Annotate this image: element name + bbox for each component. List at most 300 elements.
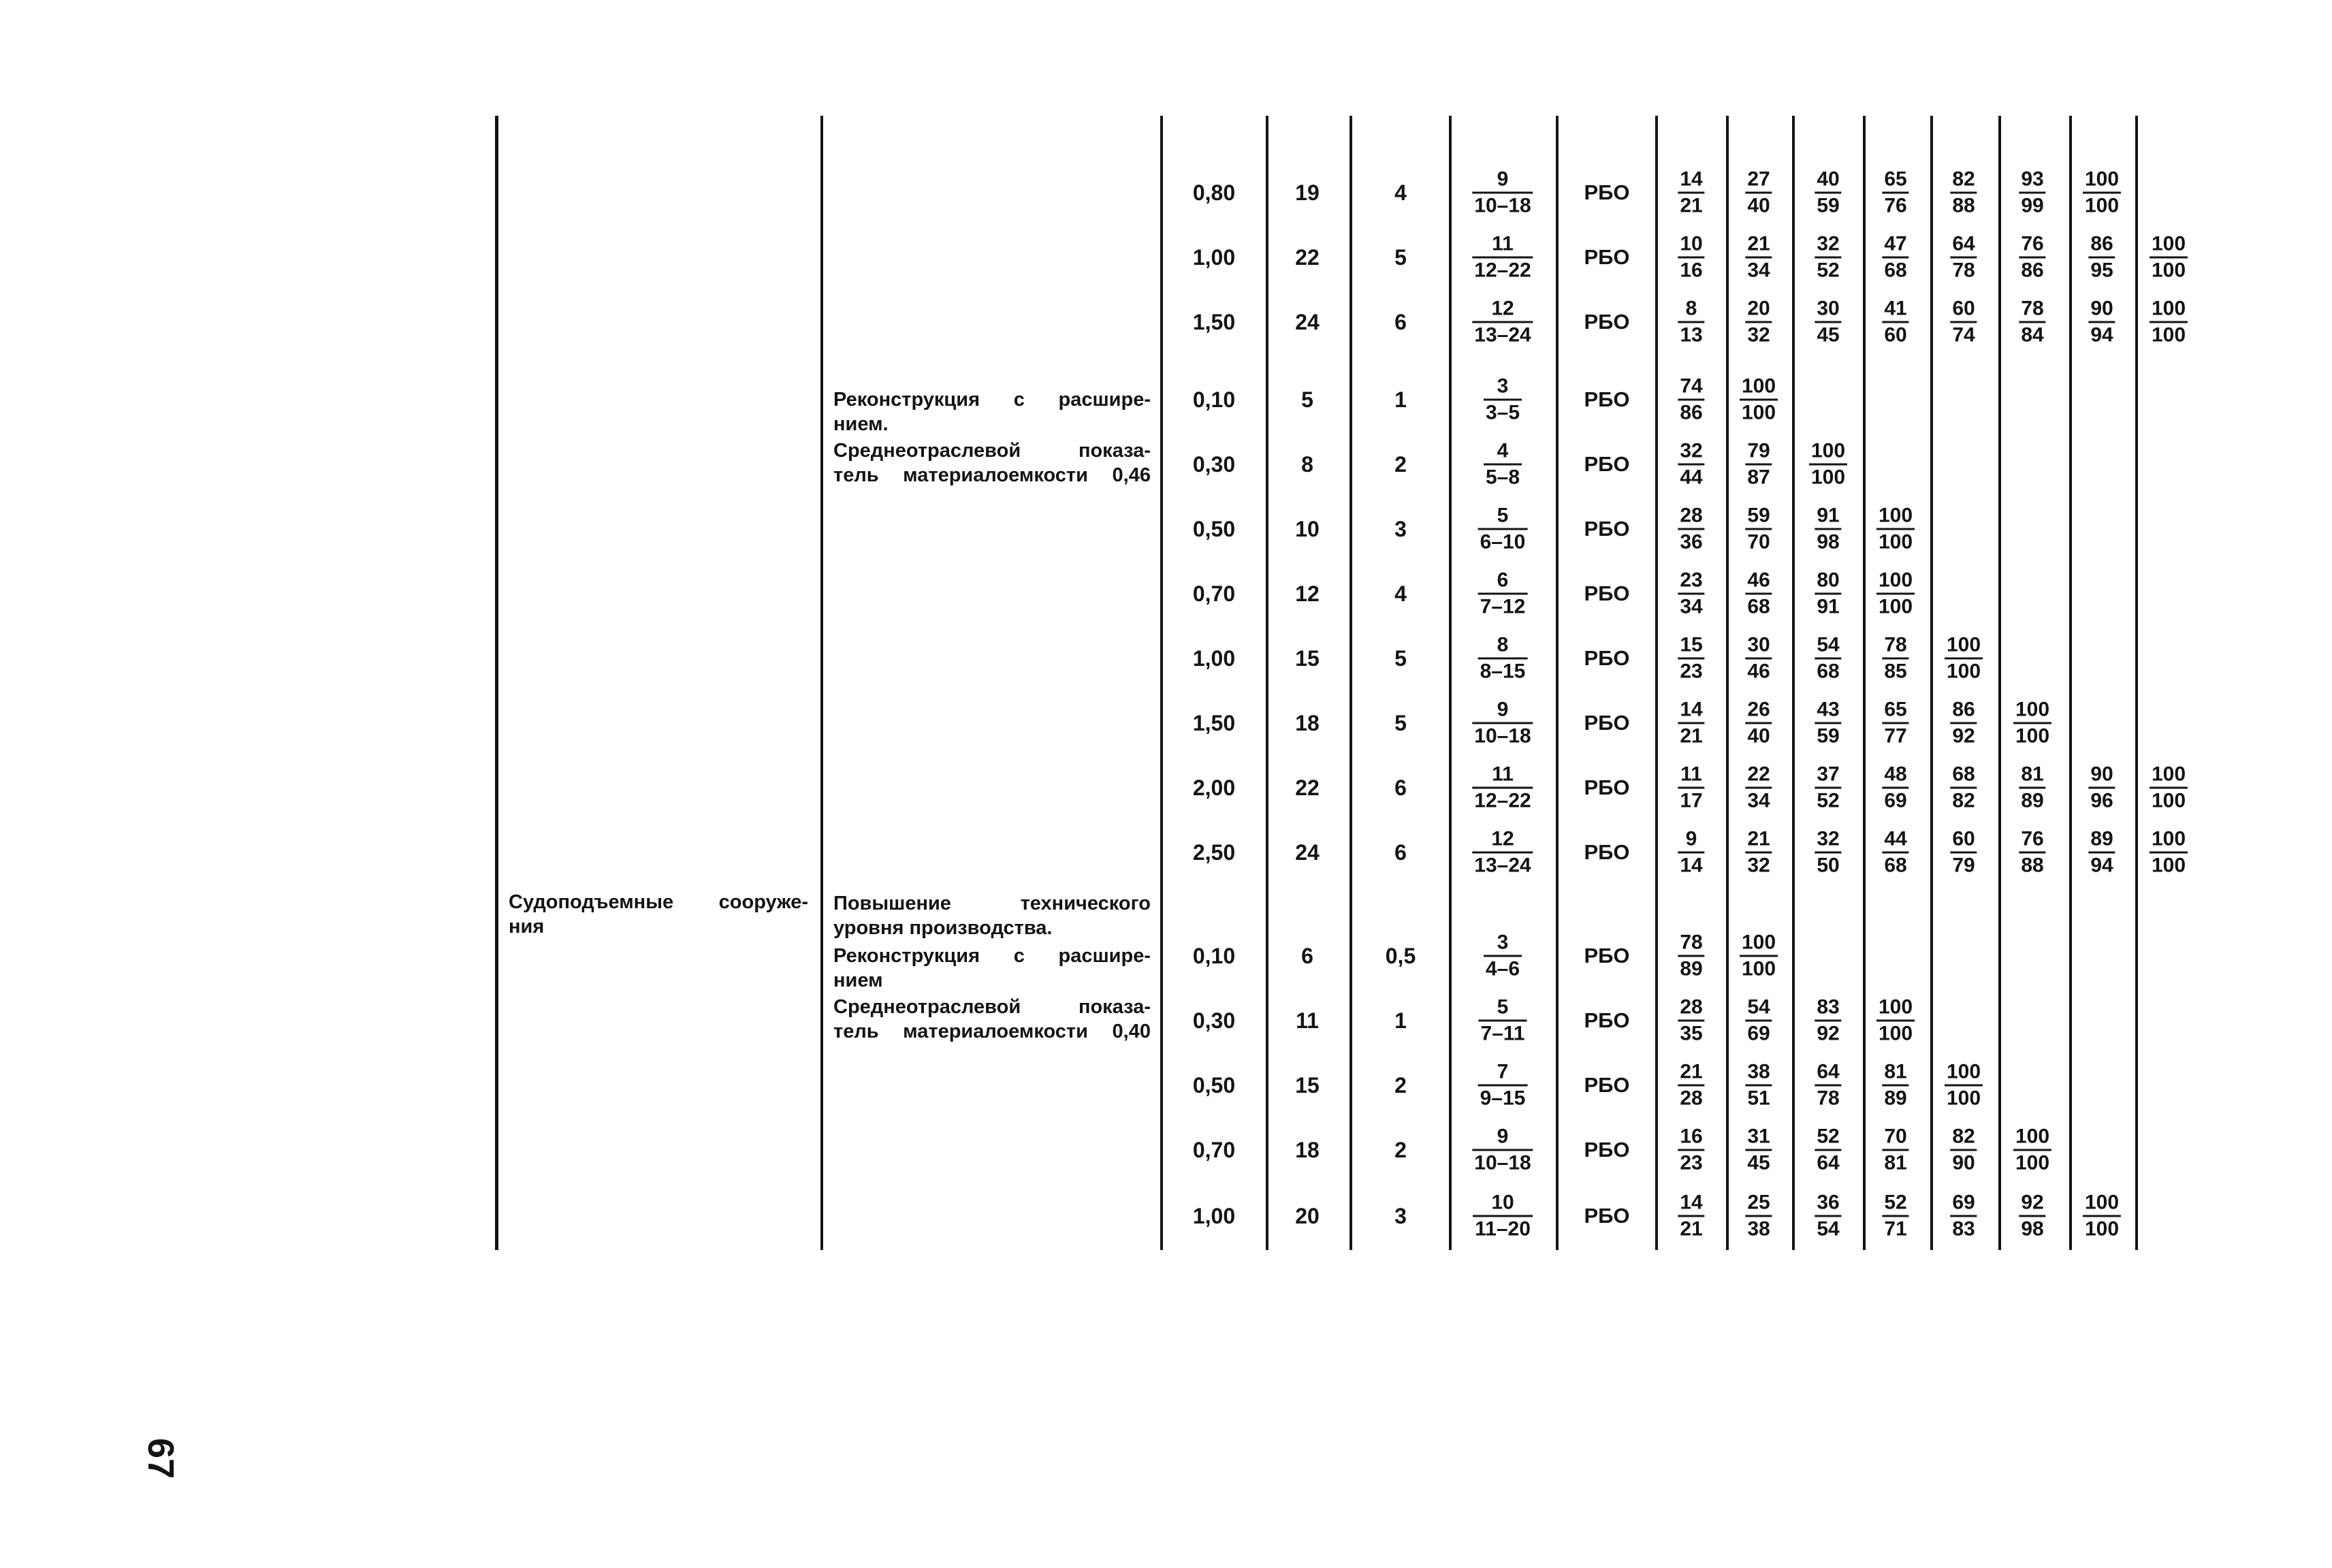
numerator: 59 (1745, 504, 1772, 530)
ratio-fraction (1815, 297, 1841, 348)
numerator: 48 (1882, 763, 1908, 789)
denominator: 16 (1680, 259, 1703, 282)
column-rule (1556, 116, 1559, 1250)
ratio-fraction (1678, 1060, 1704, 1111)
range-fraction (1472, 1125, 1533, 1176)
value-cell: 6 (1301, 944, 1313, 968)
ratio-fraction (1745, 633, 1772, 684)
ratio-fraction (2019, 232, 2045, 283)
denominator: 38 (1747, 1217, 1770, 1241)
index-cell: 1 (1394, 387, 1407, 412)
coefficient-cell: 0,10 (1192, 387, 1236, 412)
coefficient-cell: 0,80 (1192, 180, 1236, 205)
coefficient-cell: 1,50 (1192, 310, 1236, 334)
denominator: 94 (2090, 854, 2113, 877)
numerator: 12 (1472, 297, 1533, 323)
denominator: 95 (2090, 259, 2113, 282)
numerator: 65 (1882, 698, 1908, 724)
numerator: 9 (1678, 827, 1704, 854)
numerator: 100 (1740, 374, 1778, 401)
ratio-fraction (1876, 995, 1915, 1046)
denominator: 96 (2090, 789, 2113, 812)
denominator: 89 (2021, 789, 2044, 812)
code-cell: РБО (1584, 1204, 1630, 1228)
denominator: 10–18 (1474, 724, 1531, 748)
denominator: 52 (1817, 789, 1840, 812)
denominator: 85 (1884, 660, 1907, 683)
numerator: 9 (1472, 698, 1533, 724)
range-fraction (1472, 167, 1533, 219)
denominator: 79 (1952, 854, 1975, 877)
denominator: 100 (1946, 660, 1981, 683)
range-fraction (1472, 698, 1533, 749)
denominator: 52 (1817, 259, 1840, 282)
denominator: 86 (2021, 259, 2044, 282)
ratio-fraction (2013, 698, 2051, 749)
ratio-fraction (2019, 763, 2045, 814)
numerator: 9 (1472, 1125, 1533, 1151)
column-rule (1160, 116, 1163, 1250)
numerator: 23 (1678, 569, 1704, 595)
range-fraction (1473, 1191, 1533, 1242)
denominator: 12–22 (1474, 789, 1531, 812)
ratio-fraction (1815, 995, 1841, 1046)
denominator: 90 (1952, 1151, 1975, 1174)
ratio-fraction (1882, 827, 1908, 878)
numerator: 83 (1815, 995, 1841, 1022)
numerator: 92 (2019, 1191, 2045, 1217)
denominator: 100 (1741, 957, 1776, 980)
numerator: 69 (1950, 1191, 1977, 1217)
numerator: 21 (1745, 232, 1772, 259)
denominator: 34 (1747, 789, 1770, 812)
description-line: нием. (833, 413, 889, 435)
code-cell: РБО (1584, 775, 1630, 799)
category-line: Судоподъемные сооруже- (509, 891, 808, 913)
ratio-fraction (1882, 1191, 1908, 1242)
column-rule (1349, 116, 1352, 1250)
index-cell: 6 (1394, 310, 1407, 334)
numerator: 90 (2088, 297, 2115, 323)
numerator: 5 (1478, 504, 1528, 530)
coefficient-cell: 0,70 (1192, 581, 1236, 606)
numerator: 100 (1945, 1060, 1983, 1087)
code-cell: РБО (1584, 646, 1630, 670)
denominator: 100 (1946, 1087, 1981, 1110)
denominator: 60 (1884, 323, 1907, 347)
column-rule (2135, 116, 2138, 1250)
denominator: 6–10 (1480, 530, 1526, 554)
ratio-fraction (1882, 633, 1908, 684)
ratio-fraction (1815, 698, 1841, 749)
numerator: 28 (1678, 504, 1704, 530)
description-line: тель материалоемкости 0,46 (833, 464, 1151, 486)
numerator: 16 (1678, 1125, 1704, 1151)
ratio-fraction (1882, 167, 1908, 219)
denominator: 3–5 (1485, 401, 1520, 424)
denominator: 5–8 (1485, 466, 1520, 489)
denominator: 100 (2151, 323, 2186, 347)
code-cell: РБО (1584, 1008, 1630, 1032)
description-line: тель материалоемкости 0,40 (833, 1021, 1151, 1042)
range-fraction (1472, 232, 1533, 283)
ratio-fraction (2150, 232, 2188, 283)
numerator: 6 (1478, 569, 1528, 595)
numerator: 64 (1950, 232, 1977, 259)
ratio-fraction (1815, 1060, 1841, 1111)
denominator: 74 (1952, 323, 1975, 347)
ratio-fraction (1678, 827, 1704, 878)
denominator: 23 (1680, 660, 1703, 683)
coefficient-cell: 0,70 (1192, 1138, 1236, 1162)
index-cell: 4 (1394, 180, 1407, 205)
denominator: 99 (2021, 194, 2044, 217)
denominator: 10–18 (1474, 194, 1531, 217)
numerator: 31 (1745, 1125, 1772, 1151)
column-rule (1998, 116, 2001, 1250)
denominator: 68 (1884, 854, 1907, 877)
ratio-fraction (1745, 763, 1772, 814)
ratio-fraction (1882, 232, 1908, 283)
value-cell: 24 (1295, 840, 1320, 865)
numerator: 14 (1678, 1191, 1704, 1217)
ratio-fraction (1678, 931, 1704, 982)
denominator: 71 (1884, 1217, 1907, 1241)
ratio-fraction (1678, 698, 1704, 749)
numerator: 52 (1815, 1125, 1841, 1151)
numerator: 78 (1882, 633, 1908, 660)
numerator: 28 (1678, 995, 1704, 1022)
denominator: 45 (1817, 323, 1840, 347)
index-cell: 2 (1394, 1073, 1407, 1098)
ratio-fraction (1745, 297, 1772, 348)
denominator: 34 (1747, 259, 1770, 282)
index-cell: 5 (1394, 245, 1407, 270)
numerator: 79 (1745, 439, 1772, 466)
ratio-fraction (2019, 1191, 2045, 1242)
code-cell: РБО (1584, 581, 1630, 605)
ratio-fraction (1945, 1060, 1983, 1111)
denominator: 59 (1817, 194, 1840, 217)
description-line: Реконструкция с расшире- (833, 389, 1151, 411)
numerator: 68 (1950, 763, 1977, 789)
coefficient-cell: 2,00 (1192, 775, 1236, 800)
ratio-fraction (2088, 827, 2115, 878)
numerator: 8 (1478, 633, 1528, 660)
numerator: 10 (1473, 1191, 1533, 1217)
denominator: 98 (2021, 1217, 2044, 1241)
ratio-fraction (1815, 504, 1841, 555)
numerator: 91 (1815, 504, 1841, 530)
numerator: 11 (1472, 763, 1533, 789)
denominator: 100 (2084, 1217, 2120, 1241)
numerator: 76 (2019, 827, 2045, 854)
value-cell: 20 (1295, 1204, 1320, 1228)
code-cell: РБО (1584, 517, 1630, 541)
numerator: 100 (2013, 1125, 2051, 1151)
numerator: 41 (1882, 297, 1908, 323)
coefficient-cell: 0,10 (1192, 944, 1236, 968)
denominator: 78 (1817, 1087, 1840, 1110)
numerator: 20 (1745, 297, 1772, 323)
denominator: 44 (1680, 466, 1703, 489)
ratio-fraction (1745, 439, 1772, 490)
ratio-fraction (1678, 1191, 1704, 1242)
denominator: 78 (1952, 259, 1975, 282)
index-cell: 3 (1394, 1204, 1407, 1228)
ratio-fraction (1745, 827, 1772, 878)
numerator: 74 (1678, 374, 1704, 401)
ratio-fraction (1678, 763, 1704, 814)
value-cell: 19 (1295, 180, 1320, 205)
ratio-fraction (2088, 297, 2115, 348)
denominator: 13–24 (1474, 854, 1531, 877)
ratio-fraction (1745, 1191, 1772, 1242)
numerator: 30 (1815, 297, 1841, 323)
ratio-fraction (1678, 995, 1704, 1046)
denominator: 83 (1952, 1217, 1975, 1241)
numerator: 11 (1678, 763, 1704, 789)
column-rule (1449, 116, 1452, 1250)
range-fraction (1472, 763, 1533, 814)
value-cell: 22 (1295, 245, 1320, 270)
numerator: 4 (1484, 439, 1522, 466)
ratio-fraction (1745, 232, 1772, 283)
denominator: 9–15 (1480, 1087, 1526, 1110)
denominator: 64 (1817, 1151, 1840, 1174)
ratio-fraction (1678, 569, 1704, 620)
numerator: 27 (1745, 167, 1772, 194)
value-cell: 18 (1295, 1138, 1320, 1162)
ratio-fraction (2083, 167, 2121, 219)
denominator: 100 (2084, 194, 2120, 217)
denominator: 14 (1680, 854, 1703, 877)
numerator: 3 (1484, 931, 1522, 957)
denominator: 17 (1680, 789, 1703, 812)
ratio-fraction (1745, 995, 1772, 1046)
code-cell: РБО (1584, 387, 1630, 411)
code-cell: РБО (1584, 1138, 1630, 1162)
numerator: 47 (1882, 232, 1908, 259)
ratio-fraction (1678, 374, 1704, 426)
numerator: 40 (1815, 167, 1841, 194)
denominator: 91 (1817, 595, 1840, 618)
index-cell: 2 (1394, 1138, 1407, 1162)
ratio-fraction (1678, 167, 1704, 219)
denominator: 68 (1817, 660, 1840, 683)
ratio-fraction (1950, 232, 1977, 283)
denominator: 40 (1747, 724, 1770, 748)
denominator: 77 (1884, 724, 1907, 748)
ratio-fraction (1745, 1060, 1772, 1111)
denominator: 100 (2015, 1151, 2050, 1174)
numerator: 81 (1882, 1060, 1908, 1087)
value-cell: 11 (1296, 1008, 1319, 1033)
ratio-fraction (1945, 633, 1983, 684)
denominator: 13 (1680, 323, 1703, 347)
value-cell: 10 (1295, 517, 1320, 541)
numerator: 21 (1745, 827, 1772, 854)
denominator: 84 (2021, 323, 2044, 347)
numerator: 86 (2088, 232, 2115, 259)
numerator: 38 (1745, 1060, 1772, 1087)
denominator: 59 (1817, 724, 1840, 748)
denominator: 69 (1747, 1022, 1770, 1045)
page-number: 67 (140, 1437, 181, 1479)
ratio-fraction (2088, 232, 2115, 283)
ratio-fraction (1815, 1125, 1841, 1176)
numerator: 22 (1745, 763, 1772, 789)
ratio-fraction (1950, 763, 1977, 814)
numerator: 100 (2083, 1191, 2121, 1217)
ratio-fraction (1815, 633, 1841, 684)
index-cell: 3 (1394, 517, 1407, 541)
description-line: Среднеотраслевой показа- (833, 440, 1151, 462)
numerator: 100 (2150, 763, 2188, 789)
ratio-fraction (1678, 633, 1704, 684)
code-cell: РБО (1584, 840, 1630, 864)
denominator: 4–6 (1485, 957, 1520, 980)
numerator: 100 (1740, 931, 1778, 957)
code-cell: РБО (1584, 944, 1630, 967)
numerator: 43 (1815, 698, 1841, 724)
coefficient-cell: 0,30 (1192, 452, 1236, 477)
index-cell: 6 (1394, 775, 1407, 800)
coefficient-cell: 1,00 (1192, 1204, 1236, 1228)
denominator: 35 (1680, 1022, 1703, 1045)
numerator: 10 (1678, 232, 1704, 259)
denominator: 7–12 (1480, 595, 1526, 618)
denominator: 36 (1680, 530, 1703, 554)
ratio-fraction (1882, 297, 1908, 348)
numerator: 54 (1745, 995, 1772, 1022)
range-fraction (1478, 569, 1528, 620)
denominator: 21 (1680, 724, 1703, 748)
description-line: Повышение технического (833, 893, 1151, 914)
numerator: 36 (1815, 1191, 1841, 1217)
numerator: 11 (1472, 232, 1533, 259)
denominator: 100 (1810, 466, 1846, 489)
denominator: 89 (1884, 1087, 1907, 1110)
value-cell: 8 (1301, 452, 1313, 477)
ratio-fraction (1950, 698, 1977, 749)
denominator: 11–20 (1475, 1217, 1531, 1241)
ratio-fraction (2019, 297, 2045, 348)
denominator: 100 (2151, 259, 2186, 282)
description-block (833, 387, 1151, 487)
numerator: 46 (1745, 569, 1772, 595)
denominator: 21 (1680, 1217, 1703, 1241)
denominator: 100 (2015, 724, 2050, 748)
denominator: 100 (2151, 789, 2186, 812)
ratio-fraction (1815, 763, 1841, 814)
value-cell: 12 (1295, 581, 1320, 606)
numerator: 100 (1876, 504, 1915, 530)
numerator: 100 (2150, 232, 2188, 259)
numerator: 65 (1882, 167, 1908, 194)
column-rule (1930, 116, 1933, 1250)
numerator: 81 (2019, 763, 2045, 789)
numerator: 32 (1815, 827, 1841, 854)
denominator: 45 (1747, 1151, 1770, 1174)
ratio-fraction (1876, 569, 1915, 620)
denominator: 81 (1884, 1151, 1907, 1174)
ratio-fraction (2013, 1125, 2051, 1176)
index-cell: 4 (1394, 581, 1407, 606)
numerator: 32 (1815, 232, 1841, 259)
numerator: 21 (1678, 1060, 1704, 1087)
denominator: 32 (1747, 323, 1770, 347)
numerator: 86 (1950, 698, 1977, 724)
index-cell: 5 (1394, 711, 1407, 735)
index-cell: 0,5 (1385, 944, 1416, 968)
ratio-fraction (1740, 374, 1778, 426)
numerator: 78 (2019, 297, 2045, 323)
numerator: 100 (2013, 698, 2051, 724)
denominator: 88 (2021, 854, 2044, 877)
range-fraction (1478, 633, 1528, 684)
denominator: 92 (1952, 724, 1975, 748)
numerator: 8 (1678, 297, 1704, 323)
range-fraction (1472, 297, 1533, 348)
numerator: 54 (1815, 633, 1841, 660)
numerator: 64 (1815, 1060, 1841, 1087)
column-rule (1726, 116, 1729, 1250)
denominator: 46 (1747, 660, 1770, 683)
coefficient-cell: 0,50 (1192, 517, 1236, 541)
code-cell: РБО (1584, 245, 1630, 269)
denominator: 7–11 (1480, 1022, 1525, 1045)
ratio-fraction (1950, 167, 1977, 219)
ratio-fraction (1882, 1125, 1908, 1176)
denominator: 40 (1747, 194, 1770, 217)
range-fraction (1478, 504, 1528, 555)
column-rule (495, 116, 498, 1250)
ratio-fraction (1815, 167, 1841, 219)
description-block (833, 891, 1151, 1044)
numerator: 70 (1882, 1125, 1908, 1151)
ratio-fraction (1740, 931, 1778, 982)
range-fraction (1472, 827, 1533, 878)
coefficient-cell: 0,50 (1192, 1073, 1236, 1098)
numerator: 44 (1882, 827, 1908, 854)
ratio-fraction (1882, 1060, 1908, 1111)
ratio-fraction (1809, 439, 1847, 490)
index-cell: 6 (1394, 840, 1407, 865)
denominator: 100 (1878, 1022, 1913, 1045)
denominator: 13–24 (1474, 323, 1531, 347)
ratio-fraction (2019, 827, 2045, 878)
coefficient-cell: 1,50 (1192, 711, 1236, 735)
numerator: 14 (1678, 167, 1704, 194)
numerator: 3 (1484, 374, 1522, 401)
column-rule (2069, 116, 2072, 1250)
range-fraction (1484, 931, 1522, 982)
ratio-fraction (1950, 1125, 1977, 1176)
ratio-fraction (1745, 504, 1772, 555)
code-cell: РБО (1584, 310, 1630, 334)
denominator: 70 (1747, 530, 1770, 554)
denominator: 94 (2090, 323, 2113, 347)
numerator: 76 (2019, 232, 2045, 259)
denominator: 21 (1680, 194, 1703, 217)
denominator: 69 (1884, 789, 1907, 812)
code-cell: РБО (1584, 452, 1630, 476)
denominator: 54 (1817, 1217, 1840, 1241)
column-rule (1266, 116, 1268, 1250)
numerator: 32 (1678, 439, 1704, 466)
denominator: 8–15 (1480, 660, 1526, 683)
